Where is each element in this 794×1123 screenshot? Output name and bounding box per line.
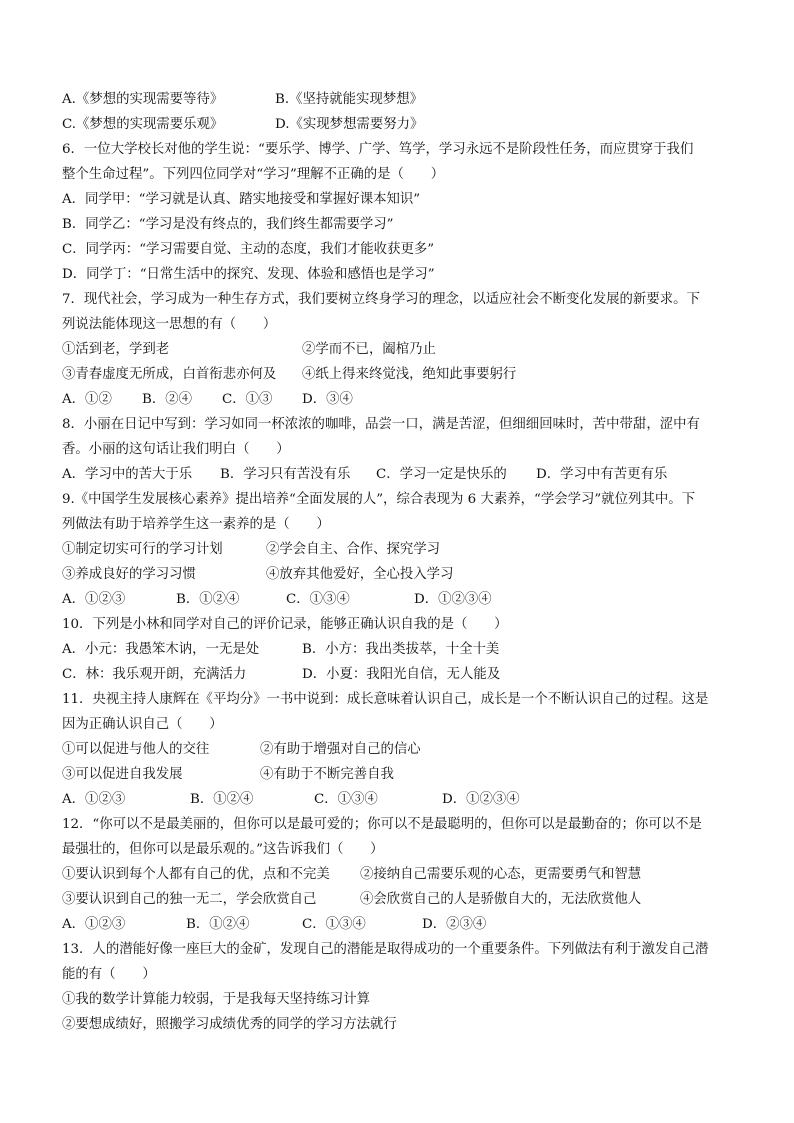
q6-stem-line-2: 整个生命过程”。下列四位同学对“学习”理解不正确的是（ ） [62, 167, 445, 182]
q11-items-row-1 [62, 743, 774, 756]
q13-stem-line-1: 13．人的潜能好像一座巨大的金矿，发现自己的潜能是取得成功的一个重要条件。下列做法有利于激发自己潜 [62, 942, 709, 957]
q11-stem-line-1: 11．央视主持人康辉在《平均分》一书中说到：成长意味着认识自己，成长是一个不断认识自己的过程。这是 [62, 692, 709, 707]
q9-option-a[interactable]: A．①②③ [62, 592, 126, 607]
q10-option-d[interactable]: D．小夏：我阳光自信，无人能及 [302, 667, 501, 682]
q9-item-3: ③养成良好的学习习惯 [62, 567, 196, 582]
q9-item-1: ①制定切实可行的学习计划 [62, 542, 223, 557]
q8-stem-line-1: 8．小丽在日记中写到：学习如同一杯浓浓的咖啡，品尝一口，满是苦涩，但细细回味时，苦中带甜，涩中有 [62, 417, 700, 432]
q9-option-d[interactable]: D．①②③④ [414, 592, 492, 607]
q7-option-a[interactable]: A．①② [62, 392, 112, 407]
q10-option-c[interactable]: C．林：我乐观开朗，充满活力 [62, 667, 247, 682]
q13-item-2: ②要想成绩好，照搬学习成绩优秀的同学的学习方法就行 [62, 1017, 397, 1032]
q8-option-d[interactable]: D．学习中有苦更有乐 [536, 467, 668, 482]
q8-option-a[interactable]: A．学习中的苦大于乐 [62, 467, 193, 482]
q7-items-row-2 [62, 368, 774, 381]
q10-option-b[interactable]: B．小方：我出类拔萃，十全十美 [302, 642, 500, 657]
q7-items-row-1 [62, 343, 774, 356]
q7-stem-line-2: 列说法能体现这一思想的有（ ） [62, 317, 277, 332]
q7-stem-line-1: 7．现代社会，学习成为一种生存方式，我们要树立终身学习的理念，以适应社会不断变化发展的新要求。下 [62, 292, 700, 307]
q11-option-d[interactable]: D．①②③④ [442, 792, 520, 807]
q11-item-2: ②有助于增强对自己的信心 [260, 742, 421, 757]
q12-stem-line-2: 最强壮的，但你可以是最乐观的。”这告诉我们（ ） [62, 842, 384, 857]
q11-item-1: ①可以促进与他人的交往 [62, 742, 210, 757]
q7-option-b[interactable]: B．②④ [142, 392, 193, 407]
q9-item-4: ④放弃其他爱好，全心投入学习 [266, 567, 454, 582]
q10-options-row-2 [62, 668, 774, 681]
q12-items-row-2 [62, 893, 774, 906]
q8-stem-line-2: 香。小丽的这句话让我们明白（ ） [62, 442, 290, 457]
q7-item-4: ④纸上得来终觉浅，绝知此事要躬行 [302, 367, 517, 382]
q12-items-row-1 [62, 868, 774, 881]
q11-items-row-2 [62, 768, 774, 781]
q7-option-c[interactable]: C．①③ [222, 392, 273, 407]
q6-option-c[interactable]: C．同学丙：“学习需要自觉、主动的态度，我们才能收获更多” [62, 242, 435, 257]
q8-option-c[interactable]: C．学习一定是快乐的 [376, 467, 507, 482]
q9-stem-line-1: 9.《中国学生发展核心素养》提出培养“全面发展的人”，综合表现为 6 大素养，“学会学习”就位列其中。下 [62, 492, 695, 507]
q11-item-4: ④有助于不断完善自我 [260, 767, 394, 782]
q6-option-d[interactable]: D．同学丁：“日常生活中的探究、发现、体验和感悟也是学习” [62, 267, 435, 282]
q13-item-1: ①我的数学计算能力较弱，于是我每天坚持练习计算 [62, 992, 370, 1007]
q7-item-1: ①活到老，学到老 [62, 342, 170, 357]
q7-option-d[interactable]: D．③④ [302, 392, 353, 407]
q9-option-b[interactable]: B．①②④ [176, 592, 240, 607]
q9-items-row-2 [62, 568, 774, 581]
q11-stem-line-2: 因为正确认识自己（ ） [62, 717, 223, 732]
q12-option-d[interactable]: D．②③④ [422, 917, 487, 932]
q9-options-row [62, 593, 774, 606]
q5-option-d[interactable]: D.《实现梦想需要努力》 [275, 117, 424, 132]
q12-options-row [62, 918, 774, 931]
q9-stem-line-2: 列做法有助于培养学生这一素养的是（ ） [62, 517, 330, 532]
q12-item-3: ③要认识到自己的独一无二，学会欣赏自己 [62, 892, 317, 907]
q12-stem-line-1: 12．“你可以不是最美丽的，但你可以是最可爱的；你可以不是最聪明的，但你可以是最勤奋的；你可以不是 [62, 817, 702, 832]
q8-options-row [62, 468, 774, 481]
q5-option-a[interactable]: A.《梦想的实现需要等待》 [62, 92, 224, 107]
q5-option-c[interactable]: C.《梦想的实现需要乐观》 [62, 117, 224, 132]
q10-option-a[interactable]: A．小元：我愚笨木讷，一无是处 [62, 642, 260, 657]
q10-options-row-1 [62, 643, 774, 656]
q10-stem-line-1: 10．下列是小林和同学对自己的评价记录，能够正确认识自我的是（ ） [62, 617, 508, 632]
q9-items-row-1 [62, 543, 774, 556]
q12-item-1: ①要认识到每个人都有自己的优，点和不完美 [62, 867, 330, 882]
q5-option-b[interactable]: B.《坚持就能实现梦想》 [275, 92, 424, 107]
q11-option-c[interactable]: C．①③④ [314, 792, 378, 807]
q11-item-3: ③可以促进自我发展 [62, 767, 183, 782]
q8-option-b[interactable]: B．学习只有苦没有乐 [220, 467, 351, 482]
q7-item-3: ③青春虚度无所成，白首衔悲亦何及 [62, 367, 277, 382]
q6-stem-line-1: 6．一位大学校长对他的学生说：“要乐学、博学、广学、笃学，学习永远不是阶段性任务，而应贯穿于我们 [62, 142, 694, 157]
q11-option-a[interactable]: A．①②③ [62, 792, 126, 807]
q9-item-2: ②学会自主、合作、探究学习 [266, 542, 441, 557]
q7-item-2: ②学而不已，阖棺乃止 [302, 342, 436, 357]
q12-option-b[interactable]: B．①②④ [186, 917, 250, 932]
q12-item-2: ②接纳自己需要乐观的心态，更需要勇气和智慧 [360, 867, 642, 882]
q11-option-b[interactable]: B．①②④ [190, 792, 254, 807]
q5-options-row-2 [62, 118, 774, 131]
q9-option-c[interactable]: C．①③④ [286, 592, 350, 607]
q11-options-row [62, 793, 774, 806]
q5-options-row-1 [62, 93, 774, 106]
q6-option-a[interactable]: A．同学甲：“学习就是认真、踏实地接受和掌握好课本知识” [62, 192, 421, 207]
q12-option-a[interactable]: A．①②③ [62, 917, 126, 932]
q12-item-4: ④会欣赏自己的人是骄傲自大的，无法欣赏他人 [360, 892, 642, 907]
q7-options-row [62, 393, 774, 406]
q6-option-b[interactable]: B．同学乙：“学习是没有终点的，我们终生都需要学习” [62, 217, 394, 232]
q12-option-c[interactable]: C．①③④ [302, 917, 366, 932]
q13-stem-line-2: 能的有（ ） [62, 967, 156, 982]
